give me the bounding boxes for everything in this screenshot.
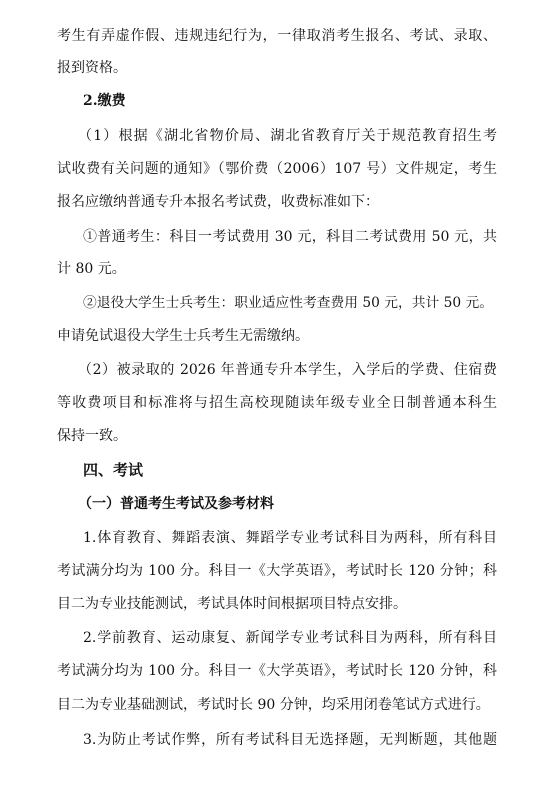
paragraph-line: 考试满分均为 100 分。科目一《大学英语》，考试时长 120 分钟；科 xyxy=(57,563,497,579)
paragraph-line: 目二为专业基础测试，考试时长 90 分钟，均采用闭卷笔试方式进行。 xyxy=(57,697,490,713)
paragraph-line: （1）根据《湖北省物价局、湖北省教育厅关于规范教育招生考 xyxy=(78,128,497,144)
paragraph-line: 计 80 元。 xyxy=(57,261,126,277)
paragraph-line: ②退役大学生士兵考生：职业适应性考查费用 50 元，共计 50 元。 xyxy=(83,295,493,311)
paragraph-line: 试收费有关问题的通知》（鄂价费（2006）107 号）文件规定，考生 xyxy=(57,161,497,177)
paragraph-line: 等收费项目和标准将与招生高校现随读年级专业全日制普通本科生 xyxy=(57,395,497,411)
paragraph-line: 保持一致。 xyxy=(57,428,127,444)
paragraph-line: 考生有弄虚作假、违规违纪行为，一律取消考生报名、考试、录取、 xyxy=(57,28,497,44)
paragraph-line: 申请免试退役大学生士兵考生无需缴纳。 xyxy=(57,328,309,344)
paragraph-line: 报到资格。 xyxy=(57,60,127,76)
paragraph-line: 考试满分均为 100 分。科目一《大学英语》，考试时长 120 分钟，科 xyxy=(57,663,497,679)
subsection-heading-general-exam: （一）普通考生考试及参考材料 xyxy=(78,496,274,512)
paragraph-line: 2.学前教育、运动康复、新闻学专业考试科目为两科，所有科目 xyxy=(83,630,497,646)
paragraph-line: （2）被录取的 2026 年普通专升本学生，入学后的学费、住宿费 xyxy=(78,362,497,378)
paragraph-line: 报名应缴纳普通专升本报名考试费，收费标准如下： xyxy=(57,194,379,210)
section-heading-fees: 2.缴费 xyxy=(83,93,126,109)
paragraph-line: 3.为防止考试作弊，所有考试科目无选择题，无判断题，其他题 xyxy=(83,732,497,748)
section-heading-exam: 四、考试 xyxy=(83,461,144,479)
paragraph-line: 目二为专业技能测试，考试具体时间根据项目特点安排。 xyxy=(57,596,407,612)
paragraph-line: ①普通考生：科目一考试费用 30 元，科目二考试费用 50 元，共 xyxy=(83,229,497,245)
paragraph-line: 1.体育教育、舞蹈表演、舞蹈学专业考试科目为两科，所有科目 xyxy=(83,530,497,546)
